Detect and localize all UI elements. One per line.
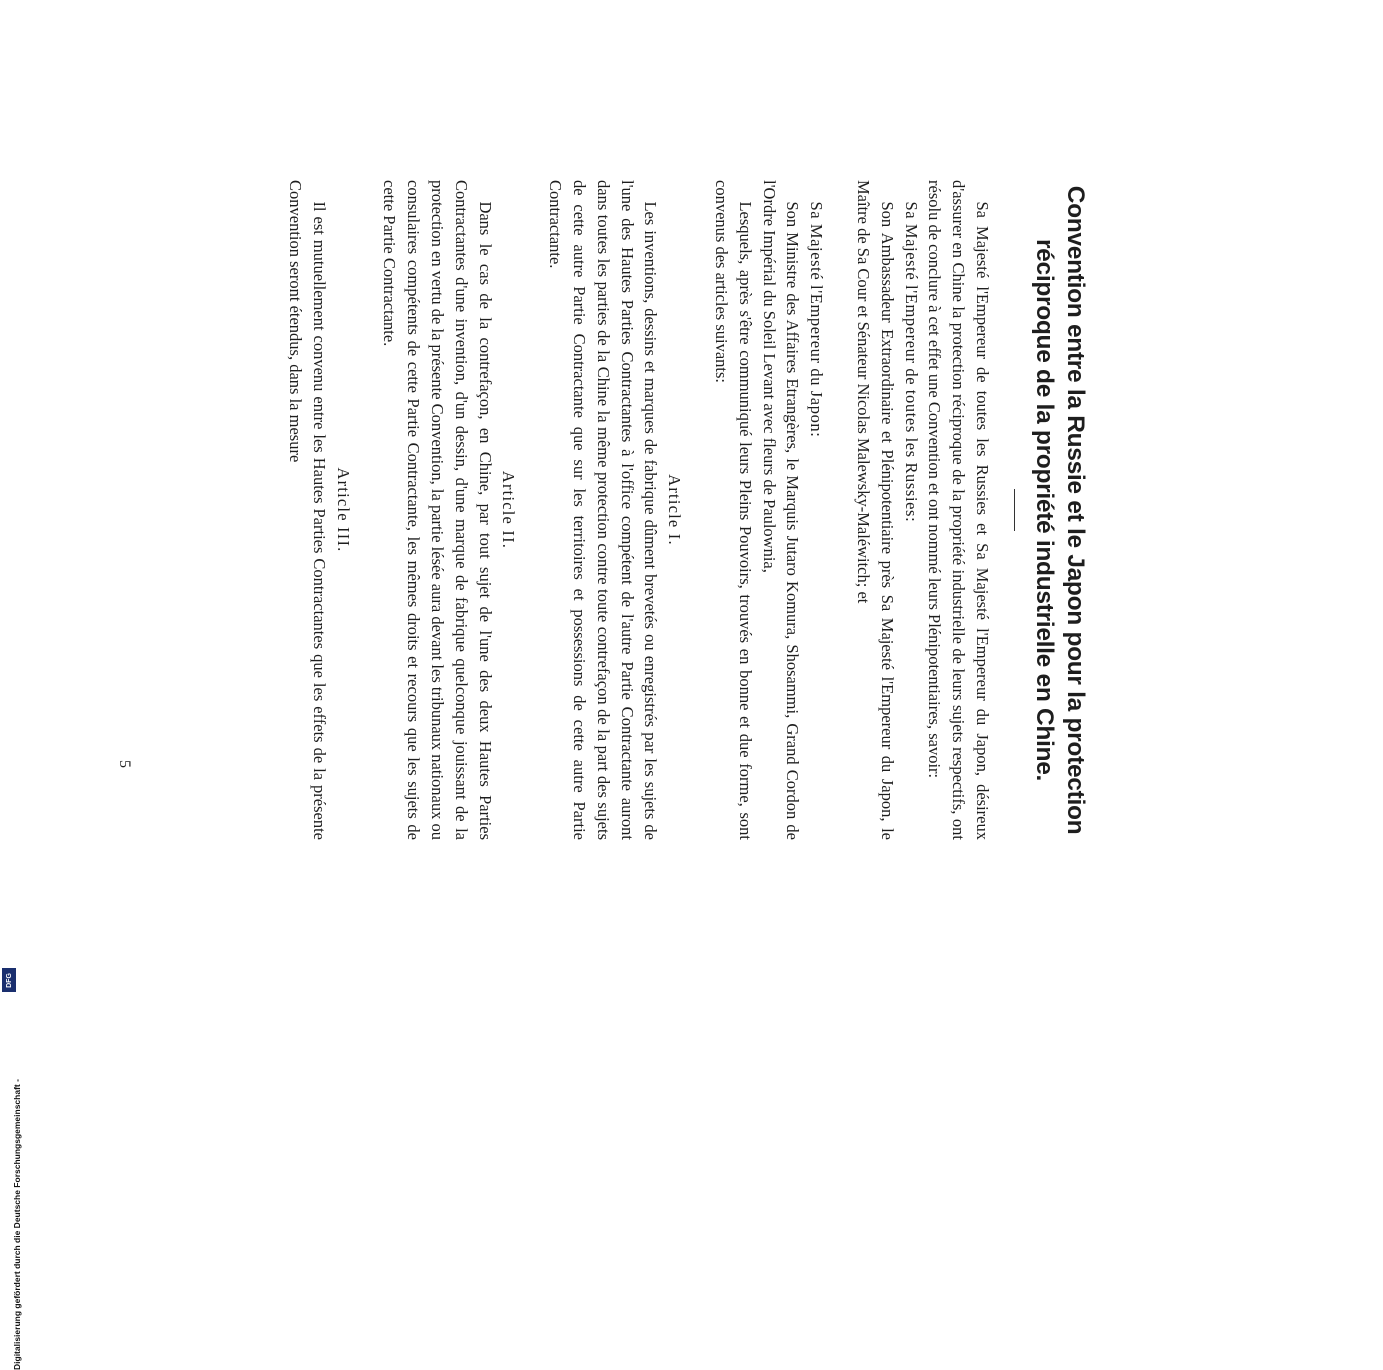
russia-heading: Sa Majesté l'Empereur de toutes les Russies: [901,201,921,523]
text-column [283,180,1091,840]
spacer [520,180,543,840]
spacer [686,180,709,840]
article-2-heading: Article II. [499,470,519,550]
article-3-heading: Article III. [333,467,353,553]
digitization-note: Digitalisierung gefördert durch die Deutsche Forschungsgemeinschaft - [12,1079,22,1370]
agreement-paragraph: Lesquels, après s'être communiqué leurs Pleins Pouvoirs, trouvés en bonne et due forme, sont convenus des articles suivants: [712,180,755,840]
preamble-paragraph: Sa Majesté l'Empereur de toutes les Russies et Sa Majesté l'Empereur du Japon, désireux d'assurer en Chine la protection réciproque de la propriété industrielle de leurs sujets respectifs, ont résolu de conclure à cet effet une Convention et ont nommé leurs Plénipotentiaires, savoir: [925,180,992,840]
japan-plenipotentiary: Son Ministre des Affaires Etrangères, le Marquis Jutaro Komura, Shosammi, Grand Cordon de l'Ordre Impérial du Soleil Levant avec fleurs de Paulownia, [759,180,803,840]
article-3-text: Il est mutuellement convenu entre les Hautes Parties Contractantes que les effets de la présente Convention seront étendus, dans la mesure [286,180,329,840]
title-rule [1014,489,1015,531]
japan-heading: Sa Majesté l'Empereur du Japon: [807,201,827,438]
dfg-logo [2,968,16,992]
document-title: Convention entre la Russie et le Japon pour la protection réciproque de la propriété industrielle en Chine. [1031,185,1089,835]
spacer [355,180,378,840]
spacer [828,180,851,840]
page-number: 5 [116,760,133,768]
dfg-logo-text: DFG [5,972,13,988]
russia-plenipotentiary: Son Ambassadeur Extraordinaire et Plénipotentiaire près Sa Majesté l'Empereur du Japon, le Maître de Sa Cour et Sénateur Nicolas Malewsky-Maléwitch; et [854,180,897,840]
article-1-heading: Article I. [665,474,685,546]
article-1-text: Les inventions, dessins et marques de fabrique dûment brevetés ou enregistrés par les sujets de l'une des Hautes Parties Contractantes à l'office compétent de l'autre Partie Contractante auront dans toutes les parties de la Chine la même protection contre toute contrefaçon de la part des sujets de cette autre Partie Contractante que sur les territoires et possessions de cette autre Partie Contractante. [546,180,661,840]
article-2-text: Dans le cas de la contrefaçon, en Chine, par tout sujet de l'une des deux Hautes Parties Contractantes d'une invention, d'un dessin, d'une marque de fabrique quelconque jouissant de la protection en vertu de la présente Convention, la partie lésée aura devant les tribunaux nationaux ou consulaires compétents de cette Partie Contractante, les mêmes droits et recours que les sujets de cette Partie Contractante. [380,180,495,840]
